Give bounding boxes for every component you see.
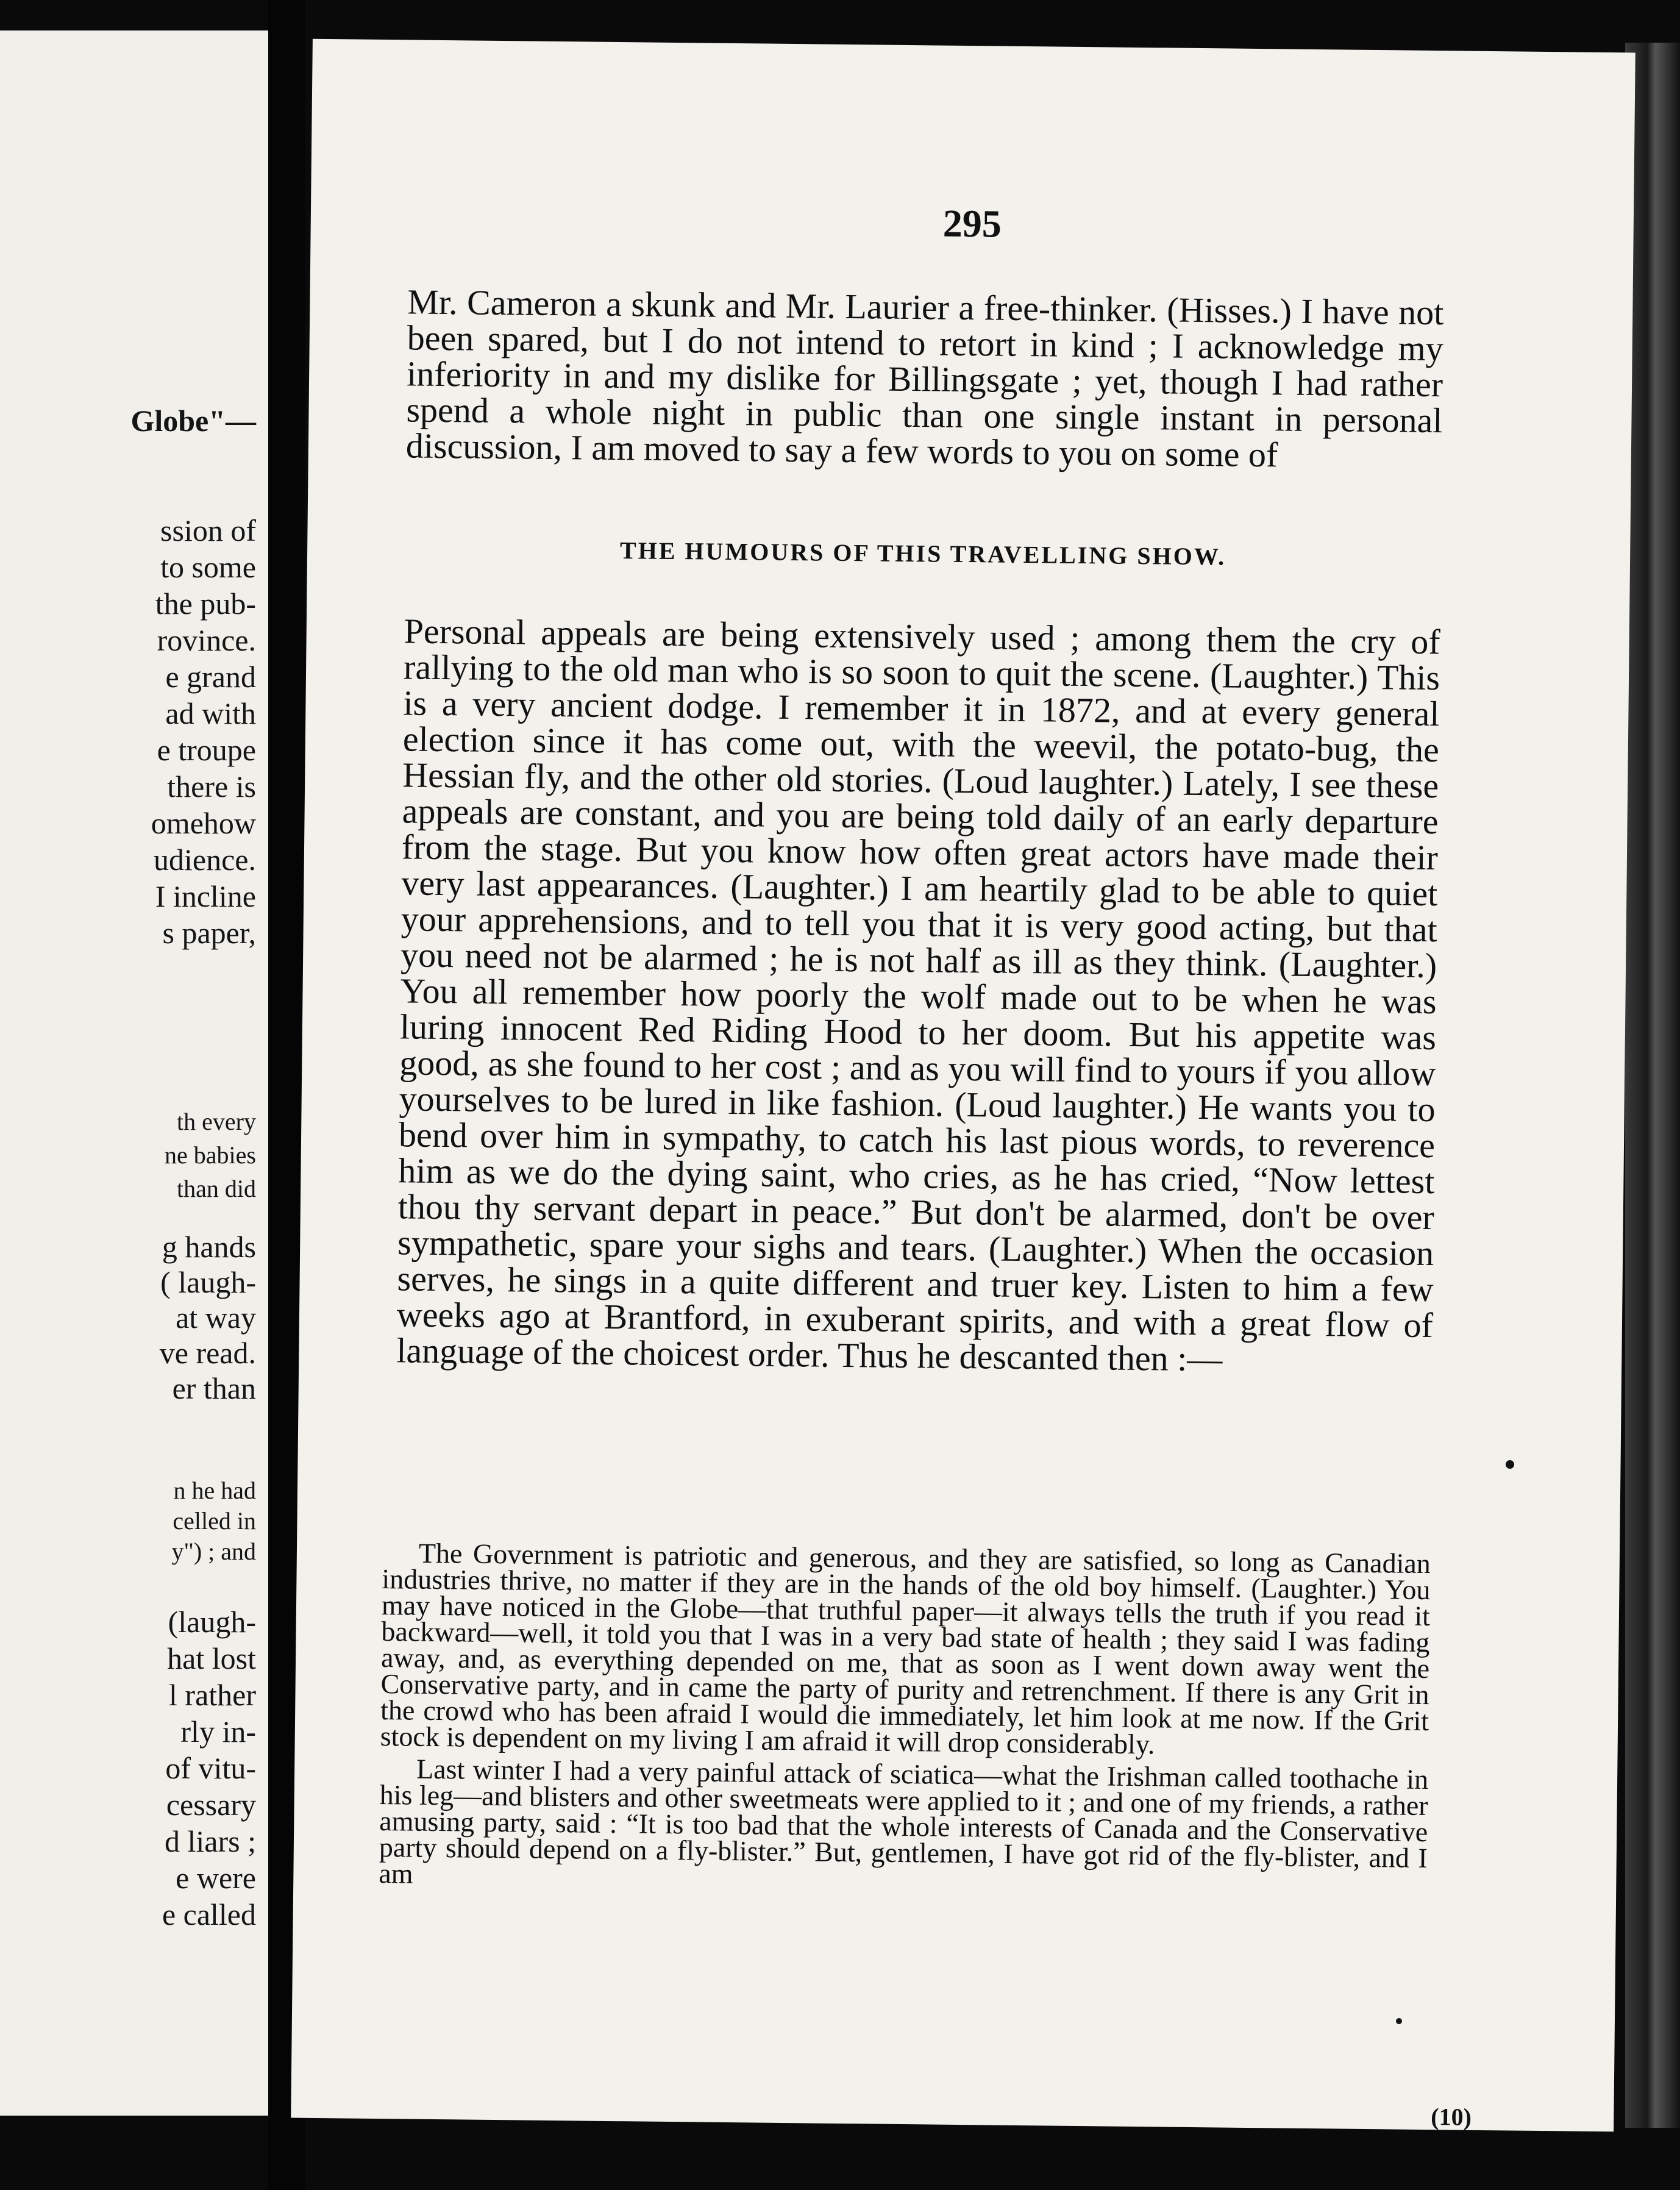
left-page-line: e troupe — [157, 733, 256, 767]
left-page-line: e were — [176, 1861, 256, 1895]
left-page-line: cessary — [166, 1788, 256, 1822]
left-page-line: rovince. — [157, 623, 256, 657]
left-page-line: omehow — [151, 806, 256, 840]
left-page-line: g hands — [162, 1230, 256, 1264]
left-page-line: e grand — [165, 660, 256, 694]
left-page-line: ad with — [165, 696, 256, 730]
left-page-line: (laugh- — [168, 1605, 256, 1639]
left-page-line: er than — [172, 1371, 256, 1405]
left-page-line: Globe"— — [130, 404, 256, 438]
quote-paragraph: The Government is patriotic and generous, and they are satisfied, so long as Canadian industries thrive, no matter if they are in the hands of the old boy himself. (Laughter.) You may have noticed in the Globe—that truthful paper—it always tells the truth if you read it backward—well, it told you that I was in a very bad state of health ; they said I was fading away, and, as everything depended on me, that as soon as I went down away went the Conservative party, and in came the party of purity and retrenchment. If there is any Grit in the crowd who has been afraid I would die immediately, let him look at me now. If the Grit stock is dependent on my living I am afraid it will drop considerably. — [380, 1537, 1431, 1760]
left-page-line: d liars ; — [165, 1824, 256, 1858]
left-page-line: ve read. — [159, 1336, 256, 1370]
left-page-line: hat lost — [167, 1641, 256, 1675]
page-number: 295 — [942, 201, 1002, 246]
left-page-line: th every — [177, 1108, 256, 1135]
left-page-line: celled in — [173, 1507, 256, 1535]
main-paragraph-text: Personal appeals are being extensively used ; among them the cry of rallying to the old man who is so soon to quit the scene. (Laughter.) This is a very ancient dodge. I remember it in 1872, and at every general election since it has come out, with the weevil, the potato-bug, the Hessian fly, and the other old stories. (Loud laughter.) Lately, I see these appeals are constant, and you are being told daily of an early departure from the stage. But you know how often great actors have made their very last appearances. (Laughter.) I am heartily glad to be able to quiet your apprehensions, and to tell you that it is very good acting, but that you need not be alarmed ; he is not half as ill as they think. (Laughter.) You all remember how poorly the wolf made out to be when he was luring innocent Red Riding Hood to her doom. But his appetite was good, as she found to her cost ; and as you will find to yours if you allow yourselves to be lured in like fashion. (Loud laughter.) He wants you to bend over him in sympathy, to catch his last pious words, to reverence him as we do the dying saint, who cries, as he has cried, “Now lettest thou thy servant depart in peace.” But don't be alarmed, don't be over sympathetic, spare your sighs and tears. (Laughter.) When the occasion serves, he sings in a quite different and truer key. Listen to him a few weeks ago at Brantford, in exuberant spirits, and with a great flow of language of the choicest order. Thus he descanted then :— — [396, 611, 1440, 1379]
left-page-line: at way — [176, 1300, 256, 1335]
ink-speck — [1506, 1460, 1514, 1469]
left-page-line: e called — [162, 1897, 256, 1931]
quoted-speech — [379, 1539, 1431, 1903]
left-page-line: ne babies — [165, 1141, 256, 1169]
main-page — [291, 39, 1636, 2132]
page-edges — [1625, 43, 1680, 2128]
left-page-line: than did — [177, 1175, 256, 1202]
ink-speck — [1396, 2018, 1402, 2024]
left-page-line: there is — [167, 769, 256, 804]
quote-paragraph: Last winter I had a very painful attack of sciatica—what the Irishman called toothache in his leg—and blisters and other sweetmeats were applied to it ; and one of my friends, a rather amusing party, said : “It is too bad that the whole interests of Canada and the Conservative party should depend on a fly-blister.” But, gentlemen, I have got rid of the fly-blister, and I am — [379, 1753, 1429, 1889]
left-page-line: l rather — [169, 1678, 256, 1712]
main-paragraph — [396, 613, 1440, 1379]
left-page-line: ssion of — [160, 513, 256, 548]
left-page-line: n he had — [173, 1477, 256, 1504]
left-page-line: the pub- — [155, 587, 256, 621]
left-page-line: udience. — [154, 843, 256, 877]
section-title: THE HUMOURS OF THIS TRAVELLING SHOW. — [619, 537, 1226, 571]
left-page-line: I incline — [155, 879, 256, 913]
opening-paragraph-text: Mr. Cameron a skunk and Mr. Laurier a free-thinker. (Hisses.) I have not been spared, but I do not intend to retort in kind ; I acknowledge my inferiority in and my dislike for Billingsgate ; yet, though I had rather spend a whole night in public than one single instant in personal discussion, I am moved to say a few words to you on some of — [405, 282, 1444, 475]
left-page-line: ( laugh- — [160, 1265, 256, 1299]
signature-mark: (10) — [1431, 2103, 1472, 2131]
opening-paragraph — [406, 284, 1444, 474]
left-page-line: rly in- — [180, 1714, 256, 1749]
left-page-line: s paper, — [162, 916, 256, 950]
left-page-line: y") ; and — [171, 1538, 256, 1565]
left-page-line: to some — [160, 550, 256, 584]
left-page-line: of vitu- — [165, 1751, 256, 1785]
left-facing-page — [0, 30, 268, 2116]
